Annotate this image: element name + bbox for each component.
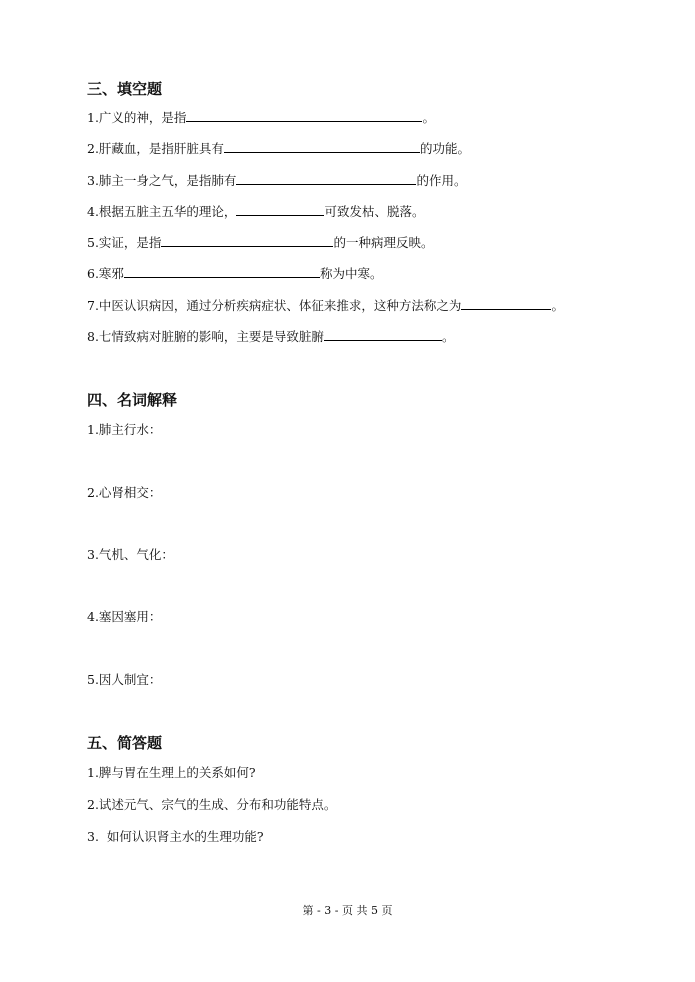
answer-blank[interactable] <box>461 297 551 310</box>
fill-item-text: 。 <box>441 329 455 344</box>
fill-item-text: 可致发枯、脱落。 <box>324 204 425 219</box>
section-title-term-explanation: 四、名词解释 <box>87 391 178 409</box>
page-footer: 第 - 3 - 页 共 5 页 <box>302 904 393 917</box>
fill-item-text: 2.肝藏血，是指肝脏具有 <box>87 141 224 156</box>
fill-item-2 <box>87 140 470 157</box>
fill-item-text: 1.广义的神，是指 <box>87 110 187 125</box>
answer-blank[interactable] <box>124 265 320 278</box>
term-item-5: 5.因人制宜： <box>87 672 162 687</box>
answer-blank[interactable] <box>324 328 442 341</box>
fill-item-6 <box>87 265 382 282</box>
answer-blank[interactable] <box>186 109 422 122</box>
term-item-1: 1.肺主行水： <box>87 422 162 437</box>
answer-blank[interactable] <box>236 172 416 185</box>
fill-item-text: 称为中寒。 <box>319 266 383 281</box>
term-item-4: 4.塞因塞用： <box>87 609 162 624</box>
short-answer-item-3: 3. 如何认识肾主水的生理功能? <box>87 829 264 844</box>
fill-item-5 <box>87 234 433 251</box>
answer-blank[interactable] <box>224 140 420 153</box>
fill-item-3 <box>87 172 466 189</box>
fill-item-text: 。 <box>422 110 435 125</box>
fill-item-text: 6.寒邪 <box>87 266 124 281</box>
section-title-fill-blank: 三、填空题 <box>87 80 163 98</box>
answer-blank[interactable] <box>161 234 333 247</box>
fill-item-8 <box>87 328 454 345</box>
fill-item-text: 5.实证，是指 <box>87 235 162 250</box>
fill-item-text: 3.肺主一身之气，是指肺有 <box>87 173 237 188</box>
short-answer-item-1: 1.脾与胃在生理上的关系如何? <box>87 765 256 780</box>
fill-item-7 <box>87 297 564 314</box>
short-answer-item-2: 2.试述元气、宗气的生成、分布和功能特点。 <box>87 797 337 812</box>
answer-blank[interactable] <box>236 203 324 216</box>
fill-item-text: 8.七情致病对脏腑的影响，主要是导致脏腑 <box>87 329 324 344</box>
fill-item-text: 4.根据五脏主五华的理论， <box>87 204 237 219</box>
fill-item-text: 的一种病理反映。 <box>333 235 434 250</box>
section-title-short-answer: 五、简答题 <box>87 734 163 752</box>
fill-item-4 <box>87 203 424 220</box>
fill-item-text: 7.中医认识病因，通过分析疾病症状、体征来推求，这种方法称之为 <box>87 298 462 313</box>
term-item-2: 2.心肾相交： <box>87 485 162 500</box>
fill-item-text: 的功能。 <box>419 141 470 156</box>
fill-item-text: 。 <box>551 298 564 313</box>
fill-item-text: 的作用。 <box>416 173 467 188</box>
fill-item-1 <box>87 109 435 126</box>
term-item-3: 3.气机、气化： <box>87 547 174 562</box>
